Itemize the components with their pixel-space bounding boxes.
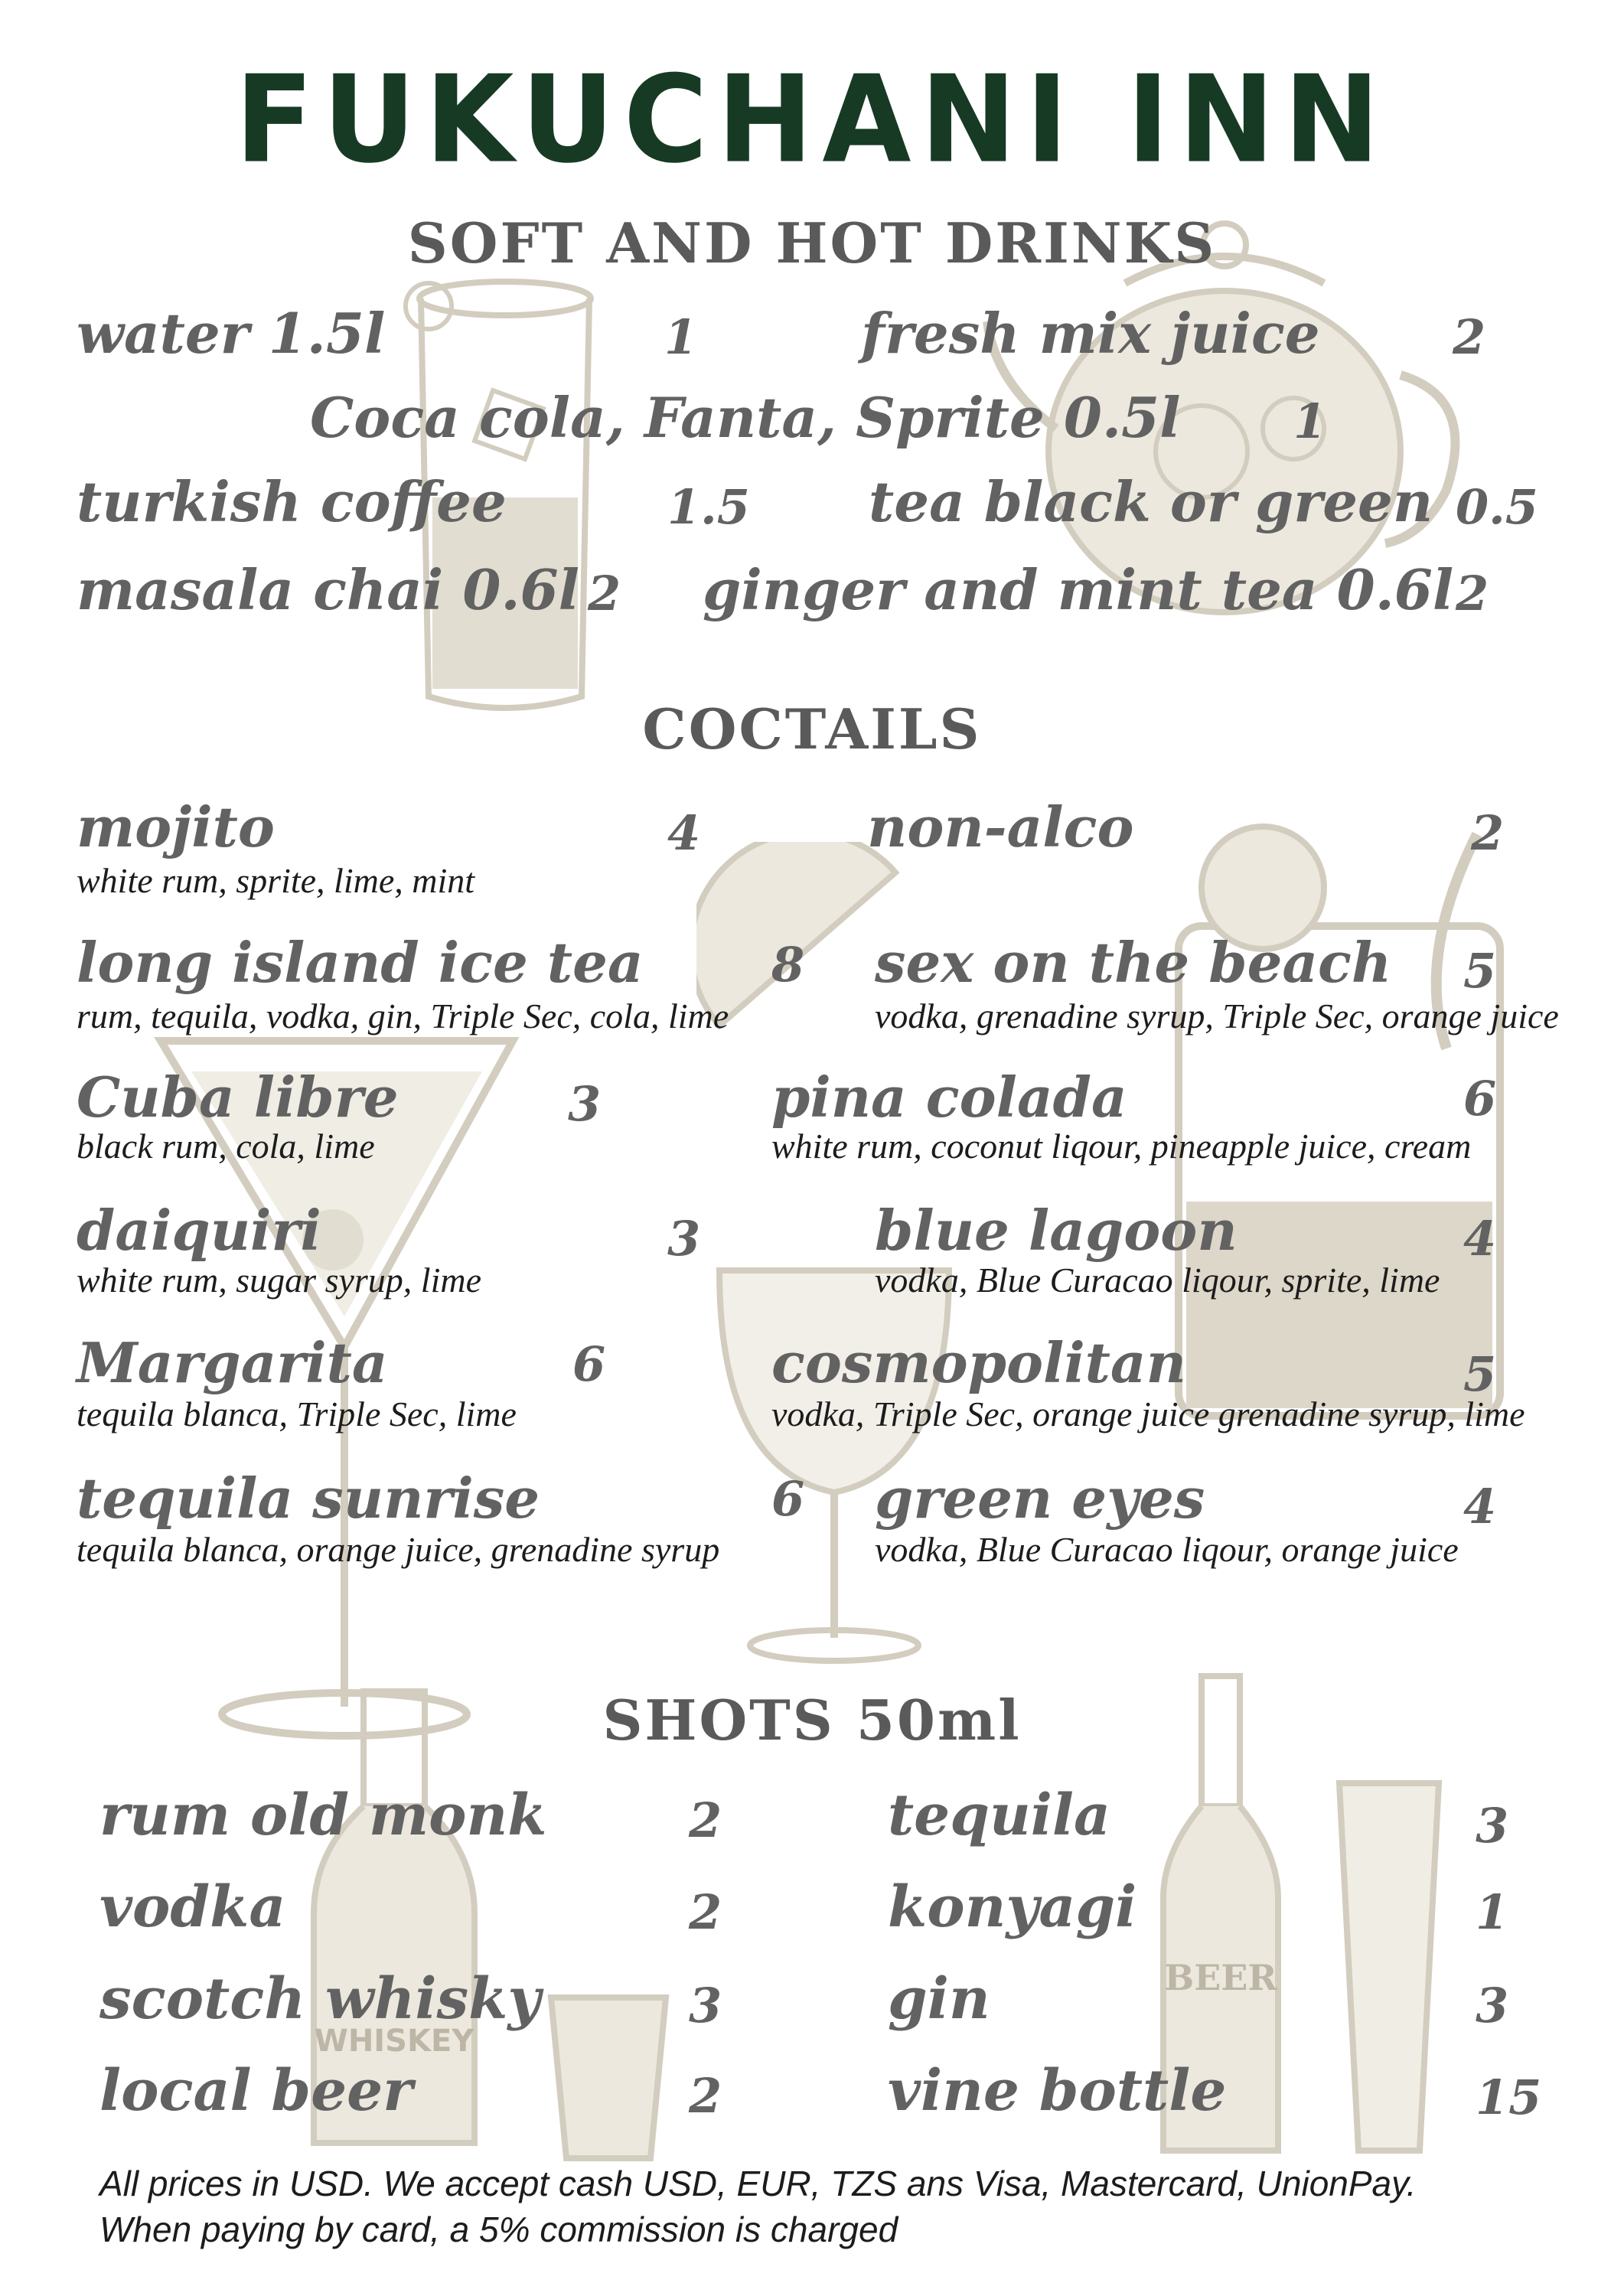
shot-name: scotch whisky (99, 1966, 541, 2032)
cocktail-price: 6 (572, 1336, 606, 1392)
menu-item-name: turkish coffee (77, 469, 507, 534)
cocktail-price: 5 (1463, 1346, 1497, 1402)
cocktail-name: green eyes (875, 1466, 1205, 1531)
cocktail-ingredients: vodka, Blue Curacao liqour, sprite, lime (875, 1261, 1440, 1300)
cocktail-price: 6 (1463, 1071, 1497, 1127)
menu-item-price: 2 (588, 566, 621, 621)
cocktail-ingredients: vodka, Triple Sec, orange juice grenadine syrup, lime (771, 1394, 1525, 1433)
cocktail-name: tequila sunrise (77, 1466, 540, 1531)
cocktail-ingredients: tequila blanca, orange juice, grenadine syrup (77, 1530, 720, 1569)
shot-name: vine bottle (888, 2058, 1227, 2124)
menu-item-price: 1 (1293, 393, 1327, 449)
menu-item-price: 2 (1456, 566, 1489, 621)
shot-name: rum old monk (99, 1782, 547, 1848)
menu-item-name: tea black or green (869, 469, 1433, 534)
cocktail-price: 2 (1471, 805, 1505, 861)
cocktail-name: daiquiri (77, 1198, 321, 1263)
menu-item-name: fresh mix juice (861, 301, 1320, 366)
cocktail-name: mojito (77, 794, 275, 859)
cocktail-ingredients: white rum, sprite, lime, mint (77, 861, 475, 900)
cocktail-price: 4 (667, 805, 701, 861)
menu-item-price: 1 (664, 309, 698, 365)
beer-glass-icon (1332, 1776, 1446, 2158)
menu-item-price: 2 (1453, 309, 1486, 365)
cocktail-name: Margarita (77, 1330, 388, 1395)
menu-item-price: 0.5 (1456, 479, 1538, 535)
menu-item-name: ginger and mint tea 0.6l (703, 557, 1454, 622)
shot-price: 2 (689, 2068, 722, 2124)
wine-glass-icon (704, 1240, 964, 1668)
shot-price: 3 (689, 1978, 722, 2033)
menu-item-name: water 1.5l (77, 301, 386, 366)
shot-price: 3 (1476, 1978, 1509, 2033)
shot-name: local beer (99, 2058, 413, 2124)
cocktail-ingredients: white rum, sugar syrup, lime (77, 1261, 481, 1300)
shot-price: 1 (1476, 1884, 1509, 1940)
shot-name: tequila (888, 1782, 1110, 1848)
cocktail-price: 6 (771, 1471, 805, 1527)
whiskey-label: WHISKEY (314, 2024, 474, 2059)
shot-price: 15 (1476, 2069, 1542, 2125)
shot-glass-icon (543, 1990, 673, 2166)
cocktail-ingredients: white rum, coconut liqour, pineapple juice, cream (771, 1127, 1472, 1166)
card-commission-note: When paying by card, a 5% commission is charged (99, 2210, 898, 2249)
cocktail-price: 3 (667, 1211, 701, 1267)
shot-name: gin (888, 1966, 990, 2032)
cocktail-ingredients: black rum, cola, lime (77, 1127, 375, 1166)
shot-price: 2 (689, 1884, 722, 1940)
section-cocktails: COCTAILS (642, 696, 982, 762)
jar-glass-icon (1163, 819, 1515, 1431)
menu-item-name: masala chai 0.6l (77, 557, 579, 622)
cocktail-price: 8 (771, 937, 805, 993)
shot-name: vodka (99, 1874, 286, 1940)
cocktail-ingredients: vodka, grenadine syrup, Triple Sec, orange juice (875, 996, 1559, 1035)
cocktail-ingredients: vodka, Blue Curacao liqour, orange juice (875, 1530, 1459, 1569)
cocktail-name: sex on the beach (875, 930, 1392, 995)
beer-label: BEER (1164, 1957, 1277, 1998)
brand-title: FUKUCHANI INN (235, 50, 1389, 191)
cocktail-name: blue lagoon (875, 1198, 1238, 1263)
cocktail-name: long island ice tea (77, 930, 644, 995)
section-shots: SHOTS 50ml (602, 1688, 1022, 1753)
menu-item-price: 1.5 (667, 479, 750, 535)
cocktail-ingredients: tequila blanca, Triple Sec, lime (77, 1394, 517, 1433)
cocktail-price: 5 (1463, 943, 1497, 999)
cocktail-name: pina colada (771, 1065, 1127, 1130)
shot-price: 3 (1476, 1798, 1509, 1854)
cocktail-price: 3 (568, 1076, 602, 1132)
cocktail-name: cosmopolitan (771, 1330, 1186, 1395)
payment-note: All prices in USD. We accept cash USD, EUR, TZS ans Visa, Mastercard, UnionPay. (99, 2164, 1417, 2203)
shot-price: 2 (689, 1792, 722, 1848)
shot-name: konyagi (888, 1874, 1137, 1940)
cocktail-price: 4 (1463, 1211, 1497, 1267)
cocktail-name: non-alco (867, 794, 1134, 859)
section-soft-drinks: SOFT AND HOT DRINKS (407, 210, 1217, 276)
cocktail-name: Cuba libre (77, 1065, 399, 1130)
cocktail-price: 4 (1463, 1479, 1497, 1534)
menu-item-name: Coca cola, Fanta, Sprite 0.5l (310, 385, 1181, 450)
cocktail-ingredients: rum, tequila, vodka, gin, Triple Sec, cola, lime (77, 996, 729, 1035)
